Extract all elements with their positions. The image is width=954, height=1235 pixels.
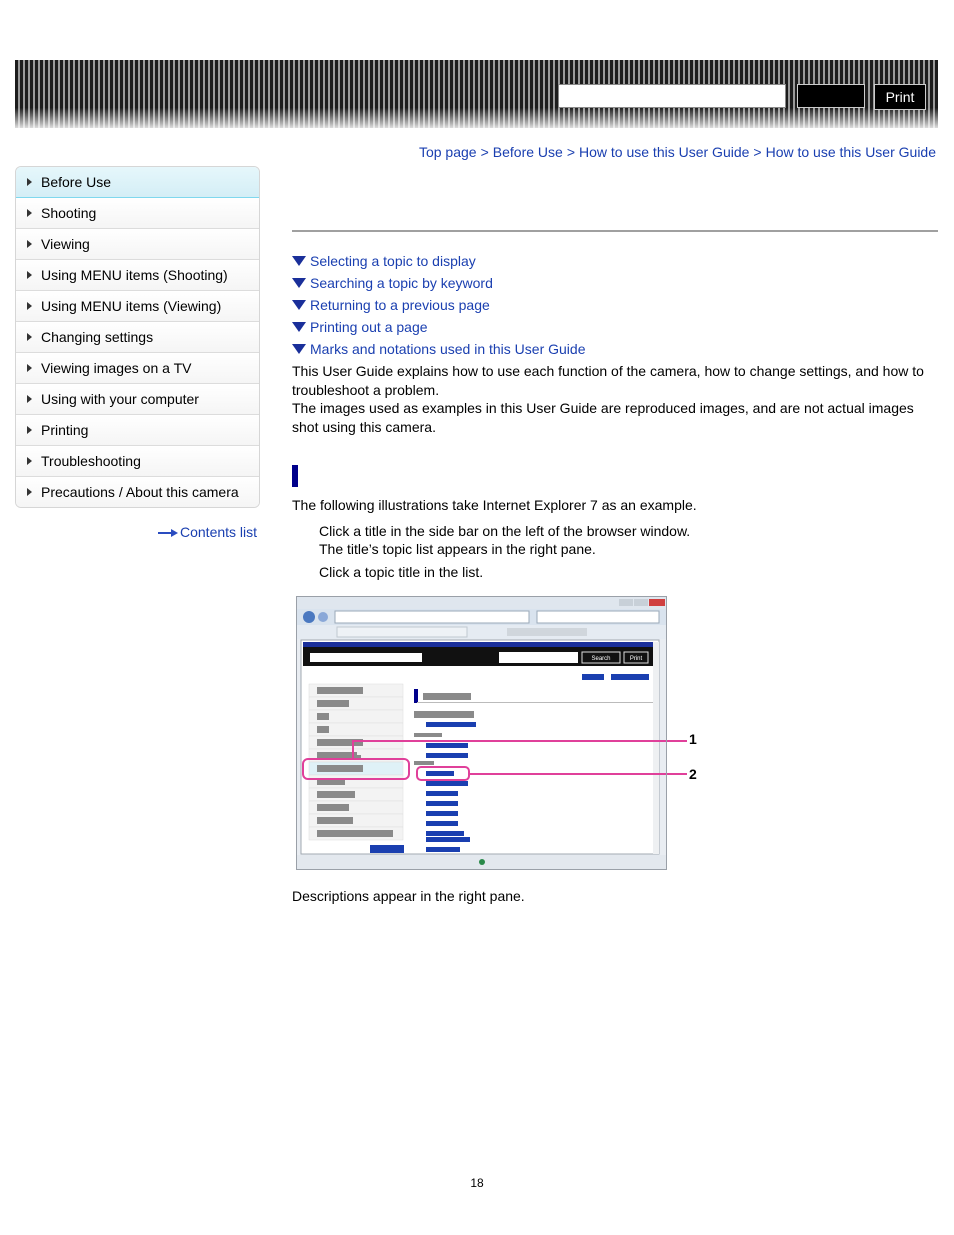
intro-paragraph: The images used as examples in this User Guide are reproduced images, and are not actual images shot using this camera. [292,400,914,435]
sidebar-item-label: Using with your computer [41,391,199,407]
sidebar-item-shooting[interactable] [16,198,259,229]
arrow-right-icon [27,395,32,403]
arrow-right-icon [27,488,32,496]
breadcrumb-separator: > [753,144,762,160]
arrow-right-icon [27,333,32,341]
sidebar-item-precautions[interactable] [16,477,259,507]
step-2: Click a topic title in the list. [319,564,484,580]
toc-link[interactable] [292,318,585,340]
sidebar-item-label: Shooting [41,205,97,221]
step-1 [319,522,690,558]
breadcrumb-how-to-use[interactable]: How to use this User Guide [579,144,750,160]
step-1-line-1: Click a title in the side bar on the left of the browser window. [319,523,691,539]
sidebar-item-label: Using MENU items (Viewing) [41,298,222,314]
sidebar-item-label: Precautions / About this camera [41,484,239,500]
toc-link[interactable] [292,340,585,362]
breadcrumb [419,144,936,160]
sidebar-item-label: Using MENU items (Shooting) [41,267,228,283]
arrow-right-icon [27,426,32,434]
section-after-text: Descriptions appear in the right pane. [292,888,525,904]
sidebar-item-viewing[interactable] [16,229,259,260]
arrow-right-icon [27,240,32,248]
arrow-right-icon [27,457,32,465]
breadcrumb-separator: > [480,144,489,160]
arrow-right-icon [27,364,32,372]
triangle-down-icon [292,322,306,332]
breadcrumb-top-page[interactable]: Top page [418,144,477,160]
sidebar-item-printing[interactable] [16,415,259,446]
browser-illustration-svg [297,597,667,870]
sidebar-item-label: Printing [41,422,89,438]
callout-line-1 [667,740,687,742]
print-button[interactable]: Print [874,84,926,110]
toc-link[interactable] [292,274,585,296]
intro-text [292,362,938,436]
arrow-right-icon [27,178,32,186]
sidebar-item-label: Viewing [41,236,90,252]
arrow-right-icon [27,302,32,310]
toc-link-label: Searching a topic by keyword [310,275,493,291]
sidebar-item-changing-settings[interactable] [16,322,259,353]
toc-link-label: Returning to a previous page [310,297,490,313]
sidebar [15,166,260,508]
toc-link-label: Selecting a topic to display [310,253,476,269]
sidebar-item-computer[interactable] [16,384,259,415]
breadcrumb-current[interactable]: How to use this User Guide [765,144,936,160]
sidebar-item-troubleshooting[interactable] [16,446,259,477]
toc-link[interactable] [292,296,585,318]
sidebar-item-before-use[interactable] [15,166,260,198]
arrow-right-icon [158,529,178,537]
sidebar-item-menu-viewing[interactable] [16,291,259,322]
page-number: 18 [470,1176,484,1190]
toc-link-label: Printing out a page [310,319,428,335]
browser-illustration [296,596,667,870]
section-heading-bar [292,465,298,487]
illustration-print-label: Print [629,656,643,662]
intro-paragraph: This User Guide explains how to use each function of the camera, how to change settings, and how to troubleshoot a problem. [292,363,924,398]
callout-2: 2 [689,766,697,782]
search-button[interactable] [797,84,865,108]
triangle-down-icon [292,300,306,310]
toc-link[interactable] [292,252,585,274]
header-banner [15,60,938,128]
contents-list-link[interactable] [158,524,257,540]
sidebar-item-viewing-tv[interactable] [16,353,259,384]
triangle-down-icon [292,278,306,288]
sidebar-item-label: Viewing images on a TV [41,360,192,376]
arrow-right-icon [27,271,32,279]
topic-links [292,252,585,362]
callout-1: 1 [689,731,697,747]
breadcrumb-separator: > [566,144,575,160]
sidebar-item-label: Before Use [41,174,112,190]
illustration-search-label: Search [591,656,611,662]
toc-link-label: Marks and notations used in this User Guide [310,341,586,357]
contents-list-label: Contents list [180,524,258,540]
sidebar-item-label: Changing settings [41,329,154,345]
breadcrumb-before-use[interactable]: Before Use [492,144,563,160]
arrow-right-icon [27,209,32,217]
section-lead: The following illustrations take Internet Explorer 7 as an example. [292,497,697,513]
triangle-down-icon [292,344,306,354]
sidebar-item-menu-shooting[interactable] [16,260,259,291]
sidebar-item-label: Troubleshooting [41,453,141,469]
title-divider [292,230,938,232]
search-input[interactable] [558,84,786,108]
step-1-line-2: The title’s topic list appears in the right pane. [319,541,596,557]
triangle-down-icon [292,256,306,266]
callout-line-2 [667,773,687,775]
